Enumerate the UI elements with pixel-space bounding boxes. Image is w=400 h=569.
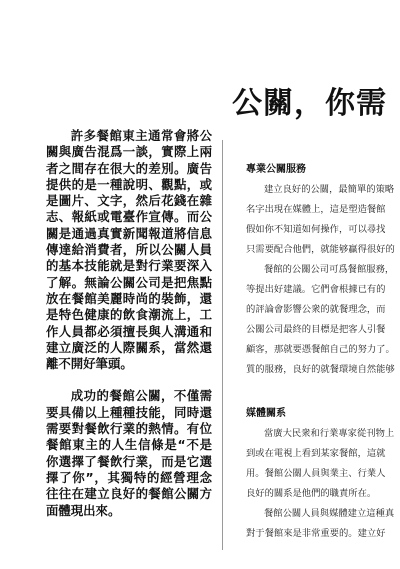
intro-column	[46, 128, 212, 519]
intro-paragraph-1: 許多餐館東主通常會將公關與廣告混爲一談，實際上兩者之間存在很大的差別。廣告提供的是一種說明、觀點，或是圖片、文字，然后花錢在雜志、報紙或電臺作宣傳。而公關是通過真實新聞報道將信息傳達給消費者，所以公關人員的基本技能就是對行業要深入了解。無論公關公司是把焦點放在餐館美麗時尚的裝飾，還是特色健康的飲食潮流上，工作人員都必須擅長與人溝通和建立廣泛的人際關系，當然還離不開好筆頭。	[46, 128, 212, 372]
section-heading-media-relations: 媒體關系	[246, 408, 286, 419]
section1-line: 只需要配合他們，就能够贏得很好的	[246, 244, 395, 255]
intro-paragraph-2: 成功的餐館公關，不僅需要具備以上種種技能，同時還需要對餐飲行業的熱情。有位餐館東主的人生信條是“不是你選擇了餐飲行業，而是它選擇了你”，其獨特的經營理念往往在建立良好的餐館公關方面體現出來。	[46, 388, 212, 518]
section1-line: 公關公司最終的目標是把客人引餐	[246, 324, 386, 335]
section2-line: 當廣大民衆和行業專家從刊物上	[264, 428, 395, 439]
section1-line: 名字出現在媒體上，這是塑造餐館	[246, 204, 386, 215]
column-divider	[222, 140, 223, 550]
body-column	[246, 160, 400, 544]
section1-line: 質的服務，良好的就餐環境自然能够	[246, 364, 395, 375]
section2-line: 到或在電視上看到某家餐館，這就	[246, 448, 386, 459]
section1-line: 等提出好建議。它們會根據已有的	[246, 284, 386, 295]
section1-line: 假如你不知道如何操作，可以尋找	[246, 224, 386, 235]
section1-line: 的評論會影響公衆的就餐理念，而	[246, 304, 386, 315]
section2-line: 良好的關系是他們的職責所在。	[246, 488, 377, 499]
section1-line: 餐館的公關公司可爲餐館服務，	[264, 264, 395, 275]
section1-line: 顧客，那就要憑餐館自己的努力了。	[246, 344, 395, 355]
section2-line: 對于餐館來是非常重要的。建立好	[246, 528, 386, 539]
section2-line: 用。餐館公關人員與業主、行業人	[246, 468, 386, 479]
page-title: 公關，你需	[232, 86, 387, 121]
section-heading-professional-pr: 專業公關服務	[246, 164, 306, 175]
section1-line: 建立良好的公關，最簡單的策略	[264, 184, 395, 195]
section2-line: 餐館公關人員與媒體建立這種真	[264, 508, 395, 519]
